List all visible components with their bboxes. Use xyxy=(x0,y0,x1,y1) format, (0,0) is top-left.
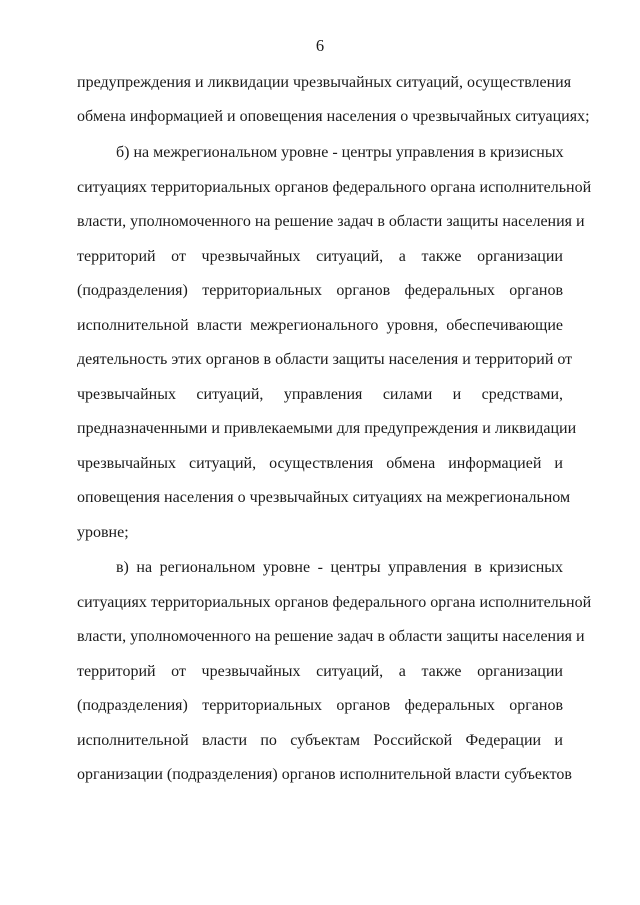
text-line: территорий от чрезвычайных ситуаций, а также организации xyxy=(77,248,563,265)
text-line: обмена информацией и оповещения населения о чрезвычайных ситуациях; xyxy=(77,108,590,125)
text-line: чрезвычайных ситуаций, осуществления обмена информацией и xyxy=(77,455,563,472)
text-line: деятельность этих органов в области защиты населения и территорий от xyxy=(77,351,573,368)
text-line: уровне; xyxy=(77,524,129,541)
text-line: (подразделения) территориальных органов федеральных органов xyxy=(77,282,563,299)
text-line: предупреждения и ликвидации чрезвычайных ситуаций, осуществления xyxy=(77,74,572,91)
paragraph-b-start: б) на межрегиональном уровне - центры управления в кризисных xyxy=(116,144,564,161)
text-line: организации (подразделения) органов исполнительной власти субъектов xyxy=(77,766,572,783)
text-line: оповещения населения о чрезвычайных ситуациях на межрегиональном xyxy=(77,489,571,506)
page-number: 6 xyxy=(315,36,325,55)
text-line: ситуациях территориальных органов федерального органа исполнительной xyxy=(77,179,592,196)
paragraph-v-start: в) на региональном уровне - центры управления в кризисных xyxy=(116,559,563,576)
text-line: ситуациях территориальных органов федерального органа исполнительной xyxy=(77,594,592,611)
text-line: власти, уполномоченного на решение задач в области защиты населения и xyxy=(77,213,585,230)
text-line: чрезвычайных ситуаций, управления силами и средствами, xyxy=(77,386,563,403)
text-line: исполнительной власти по субъектам Российской Федерации и xyxy=(77,732,563,749)
text-line: исполнительной власти межрегионального уровня, обеспечивающие xyxy=(77,317,563,334)
text-line: предназначенными и привлекаемыми для предупреждения и ликвидации xyxy=(77,420,577,437)
text-line: (подразделения) территориальных органов федеральных органов xyxy=(77,697,563,714)
text-line: власти, уполномоченного на решение задач в области защиты населения и xyxy=(77,628,585,645)
text-line: территорий от чрезвычайных ситуаций, а также организации xyxy=(77,663,563,680)
